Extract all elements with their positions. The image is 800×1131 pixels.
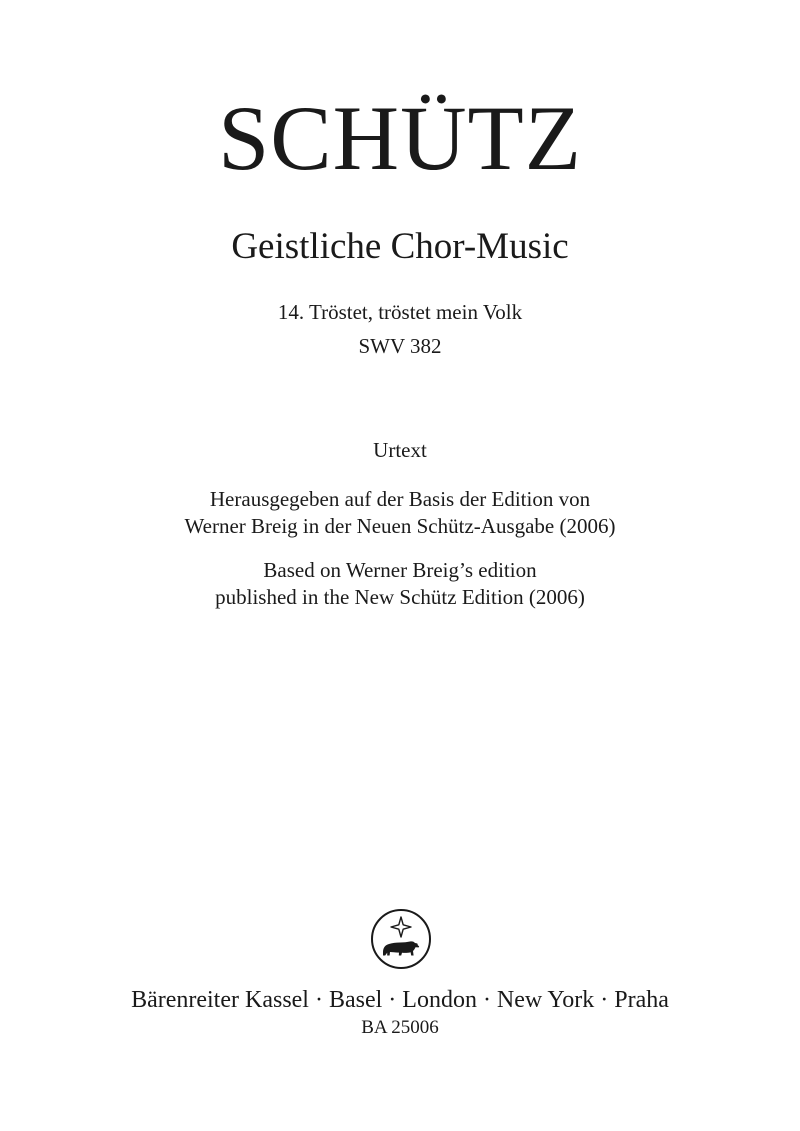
work-number-title: 14. Tröstet, tröstet mein Volk bbox=[277, 300, 523, 324]
edition-note-english-2: published in the New Schütz Edition (2006) bbox=[215, 585, 585, 609]
catalog-number: SWV 382 bbox=[358, 334, 442, 358]
edition-note-german-2: Werner Breig in der Neuen Schütz-Ausgabe (2006) bbox=[184, 514, 616, 538]
publisher-imprint: Bärenreiter Kassel · Basel · London · New York · Praha bbox=[131, 987, 669, 1013]
publisher-logo-icon bbox=[370, 908, 432, 970]
composer-name: SCHÜTZ bbox=[218, 87, 582, 189]
edition-note-german-1: Herausgegeben auf der Basis der Edition von bbox=[209, 487, 591, 511]
order-number: BA 25006 bbox=[361, 1017, 439, 1038]
urtext-label: Urtext bbox=[373, 438, 427, 462]
edition-note-english-1: Based on Werner Breig’s edition bbox=[263, 558, 537, 582]
work-title: Geistliche Chor-Music bbox=[231, 226, 569, 267]
